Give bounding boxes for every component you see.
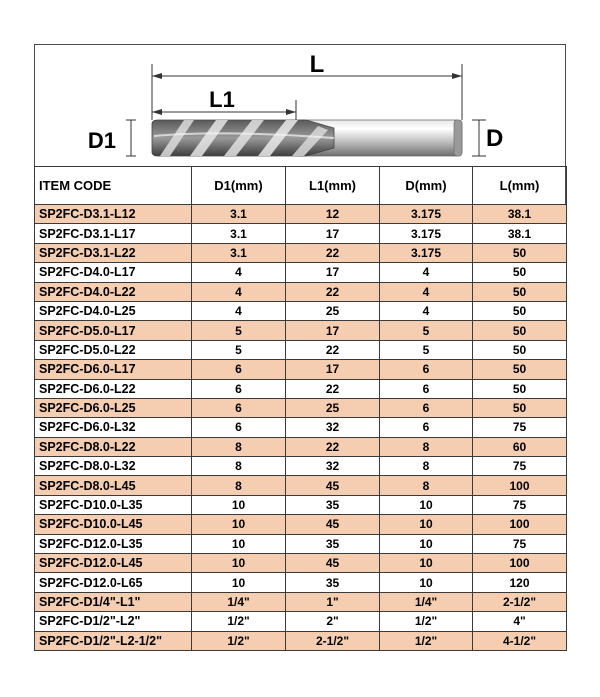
- cell-item-code: SP2FC-D1/2"-L2": [35, 612, 192, 631]
- cell-l1: 1": [286, 592, 380, 611]
- cell-d1: 10: [192, 573, 286, 592]
- cell-l1: 17: [286, 263, 380, 282]
- cell-item-code: SP2FC-D4.0-L25: [35, 301, 192, 320]
- cell-l1: 22: [286, 340, 380, 359]
- cell-l1: 35: [286, 495, 380, 514]
- cell-l1: 22: [286, 282, 380, 301]
- cell-d: 6: [380, 379, 473, 398]
- cell-l: 75: [473, 495, 567, 514]
- cell-d: 4: [380, 301, 473, 320]
- header-row: [35, 167, 567, 205]
- cell-d: 10: [380, 495, 473, 514]
- cell-l: 50: [473, 360, 567, 379]
- cell-item-code: SP2FC-D4.0-L22: [35, 282, 192, 301]
- table-row: [35, 534, 567, 553]
- cell-d1: 8: [192, 476, 286, 495]
- cell-l: 60: [473, 437, 567, 456]
- table-row: [35, 573, 567, 592]
- table-row: [35, 515, 567, 534]
- cell-item-code: SP2FC-D5.0-L22: [35, 340, 192, 359]
- cell-l: 38.1: [473, 224, 567, 243]
- table-row: [35, 631, 567, 650]
- cell-d: 1/4": [380, 592, 473, 611]
- cell-l: 50: [473, 263, 567, 282]
- cell-item-code: SP2FC-D6.0-L32: [35, 418, 192, 437]
- cell-item-code: SP2FC-D10.0-L45: [35, 515, 192, 534]
- cell-d: 8: [380, 476, 473, 495]
- cell-d1: 3.1: [192, 224, 286, 243]
- cell-item-code: SP2FC-D1/4"-L1": [35, 592, 192, 611]
- cell-d1: 10: [192, 515, 286, 534]
- cell-d1: 6: [192, 379, 286, 398]
- table-row: [35, 476, 567, 495]
- label-d: D: [486, 125, 504, 152]
- cell-item-code: SP2FC-D8.0-L22: [35, 437, 192, 456]
- cell-l: 50: [473, 379, 567, 398]
- cell-d: 6: [380, 418, 473, 437]
- table-row: [35, 398, 567, 417]
- cell-d1: 10: [192, 534, 286, 553]
- cell-d: 8: [380, 457, 473, 476]
- table-row: [35, 282, 567, 301]
- cell-item-code: SP2FC-D10.0-L35: [35, 495, 192, 514]
- cell-d1: 5: [192, 321, 286, 340]
- header-l1: L1(mm): [286, 167, 380, 205]
- cell-l1: 45: [286, 554, 380, 573]
- table-row: [35, 205, 567, 224]
- cell-l: 50: [473, 282, 567, 301]
- table-row: [35, 418, 567, 437]
- cell-d: 5: [380, 340, 473, 359]
- table-row: [35, 554, 567, 573]
- cell-l1: 17: [286, 360, 380, 379]
- end-mill-diagram: [34, 44, 566, 167]
- cell-l1: 22: [286, 379, 380, 398]
- cell-item-code: SP2FC-D1/2"-L2-1/2": [35, 631, 192, 650]
- cell-l: 4": [473, 612, 567, 631]
- cell-d: 6: [380, 398, 473, 417]
- cell-l1: 12: [286, 205, 380, 224]
- cell-d: 10: [380, 573, 473, 592]
- cell-d1: 3.1: [192, 205, 286, 224]
- cell-d1: 6: [192, 418, 286, 437]
- label-l: L: [309, 51, 325, 78]
- cell-d1: 8: [192, 457, 286, 476]
- cell-l: 100: [473, 554, 567, 573]
- cell-item-code: SP2FC-D6.0-L17: [35, 360, 192, 379]
- cell-item-code: SP2FC-D3.1-L22: [35, 243, 192, 262]
- header-d1: D1(mm): [192, 167, 286, 205]
- cell-item-code: SP2FC-D6.0-L25: [35, 398, 192, 417]
- cell-l1: 35: [286, 573, 380, 592]
- table-row: [35, 592, 567, 611]
- cell-item-code: SP2FC-D12.0-L35: [35, 534, 192, 553]
- end-mill-tool: [152, 120, 462, 156]
- cell-l1: 2-1/2": [286, 631, 380, 650]
- cell-l1: 25: [286, 398, 380, 417]
- cell-l1: 2": [286, 612, 380, 631]
- cell-l1: 35: [286, 534, 380, 553]
- cell-l: 50: [473, 398, 567, 417]
- cell-l: 2-1/2": [473, 592, 567, 611]
- cell-l1: 17: [286, 224, 380, 243]
- table-row: [35, 243, 567, 262]
- cell-l: 75: [473, 457, 567, 476]
- cell-l: 50: [473, 321, 567, 340]
- cell-l: 120: [473, 573, 567, 592]
- table-row: [35, 224, 567, 243]
- cell-l1: 45: [286, 515, 380, 534]
- cell-d1: 4: [192, 282, 286, 301]
- cell-item-code: SP2FC-D5.0-L17: [35, 321, 192, 340]
- cell-d1: 3.1: [192, 243, 286, 262]
- table-row: [35, 263, 567, 282]
- cell-item-code: SP2FC-D3.1-L17: [35, 224, 192, 243]
- cell-d1: 4: [192, 263, 286, 282]
- cell-l1: 22: [286, 243, 380, 262]
- cell-d1: 4: [192, 301, 286, 320]
- cell-item-code: SP2FC-D6.0-L22: [35, 379, 192, 398]
- cell-d1: 10: [192, 554, 286, 573]
- cell-d: 3.175: [380, 205, 473, 224]
- header-d: D(mm): [380, 167, 473, 205]
- cell-l1: 45: [286, 476, 380, 495]
- table-row: [35, 495, 567, 514]
- cell-l: 75: [473, 534, 567, 553]
- cell-d1: 1/4": [192, 592, 286, 611]
- cell-d1: 1/2": [192, 631, 286, 650]
- cell-l: 38.1: [473, 205, 567, 224]
- cell-d: 4: [380, 282, 473, 301]
- header-l: L(mm): [473, 167, 567, 205]
- cell-l: 100: [473, 515, 567, 534]
- spec-table: [34, 166, 567, 651]
- cell-l: 50: [473, 243, 567, 262]
- cell-d1: 1/2": [192, 612, 286, 631]
- header-item-code: ITEM CODE: [35, 167, 192, 205]
- cell-item-code: SP2FC-D12.0-L45: [35, 554, 192, 573]
- cell-l: 50: [473, 301, 567, 320]
- cell-d: 4: [380, 263, 473, 282]
- table-row: [35, 437, 567, 456]
- cell-l: 75: [473, 418, 567, 437]
- cell-d: 10: [380, 534, 473, 553]
- cell-l1: 25: [286, 301, 380, 320]
- cell-item-code: SP2FC-D8.0-L32: [35, 457, 192, 476]
- label-l1: L1: [209, 87, 235, 112]
- cell-item-code: SP2FC-D12.0-L65: [35, 573, 192, 592]
- cell-d: 10: [380, 554, 473, 573]
- cell-d1: 5: [192, 340, 286, 359]
- table-row: [35, 457, 567, 476]
- table-row: [35, 360, 567, 379]
- cell-d1: 8: [192, 437, 286, 456]
- table-row: [35, 321, 567, 340]
- cell-d: 10: [380, 515, 473, 534]
- table-row: [35, 612, 567, 631]
- cell-d: 3.175: [380, 224, 473, 243]
- cell-item-code: SP2FC-D4.0-L17: [35, 263, 192, 282]
- cell-d: 5: [380, 321, 473, 340]
- cell-l: 50: [473, 340, 567, 359]
- cell-d1: 10: [192, 495, 286, 514]
- cell-d1: 6: [192, 398, 286, 417]
- table-row: [35, 340, 567, 359]
- cell-d: 6: [380, 360, 473, 379]
- cell-item-code: SP2FC-D8.0-L45: [35, 476, 192, 495]
- cell-l1: 32: [286, 457, 380, 476]
- cell-d: 1/2": [380, 612, 473, 631]
- cell-d: 8: [380, 437, 473, 456]
- cell-item-code: SP2FC-D3.1-L12: [35, 205, 192, 224]
- cell-l1: 32: [286, 418, 380, 437]
- table-row: [35, 379, 567, 398]
- cell-l: 100: [473, 476, 567, 495]
- cell-d: 1/2": [380, 631, 473, 650]
- cell-d1: 6: [192, 360, 286, 379]
- cell-d: 3.175: [380, 243, 473, 262]
- cell-l: 4-1/2": [473, 631, 567, 650]
- cell-l1: 22: [286, 437, 380, 456]
- label-d1: D1: [87, 128, 116, 153]
- table-row: [35, 301, 567, 320]
- cell-l1: 17: [286, 321, 380, 340]
